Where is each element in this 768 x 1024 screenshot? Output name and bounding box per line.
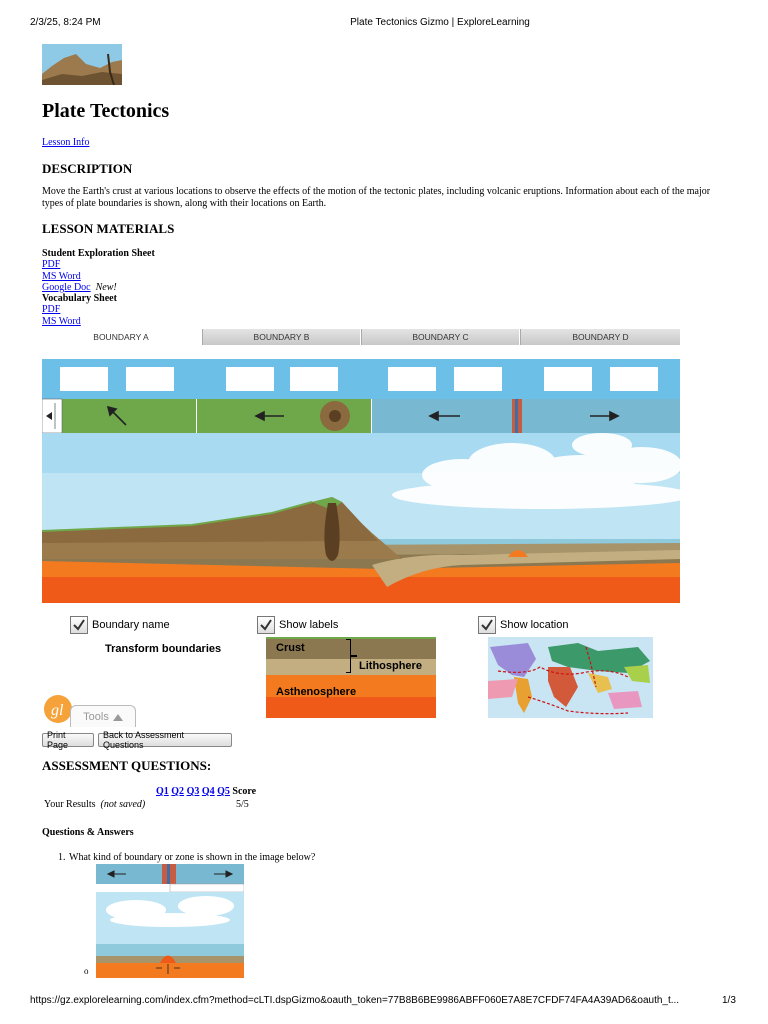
student-pdf-link[interactable]: PDF — [42, 259, 61, 271]
tab-boundary-d[interactable]: BOUNDARY D — [520, 329, 680, 345]
show-labels-option[interactable] — [257, 616, 338, 634]
asthenosphere-label: Asthenosphere — [276, 686, 357, 698]
vocab-word-link[interactable]: MS Word — [42, 315, 81, 327]
question-1-number: 1. — [58, 852, 66, 863]
lesson-materials — [42, 248, 342, 327]
chevron-up-icon — [113, 713, 123, 721]
boundary-name-value: Transform boundaries — [105, 643, 222, 655]
vocab-sheet-label: Vocabulary Sheet — [42, 293, 117, 305]
assessment-heading: ASSESSMENT QUESTIONS: — [42, 758, 212, 773]
show-labels-checkbox[interactable] — [257, 616, 275, 634]
qa-heading: Questions & Answers — [42, 827, 134, 838]
description-text: Move the Earth's crust at various locations to observe the effects of the motion of the tectonic plates, including volcanic eruptions. Information about each of the major types of plate boundaries is shown, along with their locations on Earth. — [42, 186, 711, 209]
tab-boundary-c[interactable]: BOUNDARY C — [361, 329, 519, 345]
student-word-link[interactable]: MS Word — [42, 270, 81, 282]
question-link-q3[interactable]: Q3 — [186, 786, 200, 797]
print-page-title: Plate Tectonics Gizmo | ExploreLearning — [350, 17, 530, 28]
checkmark-icon — [259, 618, 273, 632]
question-1-image — [96, 864, 244, 978]
tab-boundary-b[interactable]: BOUNDARY B — [202, 329, 360, 345]
label-box — [126, 367, 174, 391]
print-page-button[interactable]: Print Page — [42, 733, 94, 747]
boundary-name-checkbox[interactable] — [70, 616, 88, 634]
not-saved-note: (not saved) — [100, 799, 146, 810]
tectonics-simulation[interactable] — [42, 345, 680, 603]
question-link-q4[interactable]: Q4 — [201, 786, 215, 797]
tools-label: Tools — [83, 710, 109, 723]
checkmark-icon — [72, 618, 86, 632]
gizmo-thumbnail-image — [42, 44, 122, 85]
show-labels-label: Show labels — [279, 619, 339, 631]
student-sheet-label: Student Exploration Sheet — [42, 248, 155, 259]
results-label: Your Results — [44, 799, 96, 810]
lithosphere-label: Lithosphere — [359, 660, 422, 672]
show-location-option[interactable] — [478, 616, 569, 634]
checkmark-icon — [480, 618, 494, 632]
new-badge: New! — [95, 281, 117, 293]
boundary-name-option[interactable] — [70, 616, 170, 634]
student-gdoc-link[interactable]: Google Doc — [42, 281, 91, 293]
label-box — [60, 367, 108, 391]
question-1-text: What kind of boundary or zone is shown in the image below? — [69, 852, 316, 863]
question-link-q2[interactable]: Q2 — [171, 786, 185, 797]
svg-text:gl: gl — [51, 702, 64, 719]
show-location-label: Show location — [500, 619, 569, 631]
vocab-pdf-link[interactable]: PDF — [42, 304, 61, 316]
label-box — [290, 367, 338, 391]
description-heading: DESCRIPTION — [42, 161, 133, 176]
answer-option-radio[interactable]: o — [84, 966, 89, 976]
page-title: Plate Tectonics — [42, 100, 170, 122]
crust-label: Crust — [276, 642, 305, 654]
results-table — [42, 785, 258, 811]
back-to-assessment-button[interactable]: Back to Assessment Questions — [98, 733, 232, 747]
print-footer-url: https://gz.explorelearning.com/index.cfm?method=cLTI.dspGizmo&oauth_token=77B8B6BE9986ABFF060E7A8E7CFDF74FA4A39AD6&oauth_t... — [30, 995, 680, 1006]
print-page-count: 1/3 — [722, 995, 736, 1006]
label-box — [544, 367, 592, 391]
tools-tab[interactable] — [70, 705, 136, 727]
boundary-tabs — [42, 329, 680, 345]
materials-heading: LESSON MATERIALS — [42, 221, 175, 236]
label-box — [454, 367, 502, 391]
tab-boundary-a[interactable]: BOUNDARY A — [42, 329, 200, 345]
score-header: Score — [232, 786, 257, 797]
lesson-info-link[interactable]: Lesson Info — [42, 137, 90, 148]
show-location-checkbox[interactable] — [478, 616, 496, 634]
label-box — [226, 367, 274, 391]
question-link-q1[interactable]: Q1 — [156, 786, 169, 797]
label-box — [388, 367, 436, 391]
label-box — [610, 367, 658, 391]
score-value: 5/5 — [236, 799, 249, 810]
boundary-name-label: Boundary name — [92, 619, 170, 631]
world-location-map — [488, 637, 653, 718]
print-datetime: 2/3/25, 8:24 PM — [30, 17, 101, 28]
layer-labels-panel — [266, 637, 436, 718]
question-link-q5[interactable]: Q5 — [217, 786, 230, 797]
